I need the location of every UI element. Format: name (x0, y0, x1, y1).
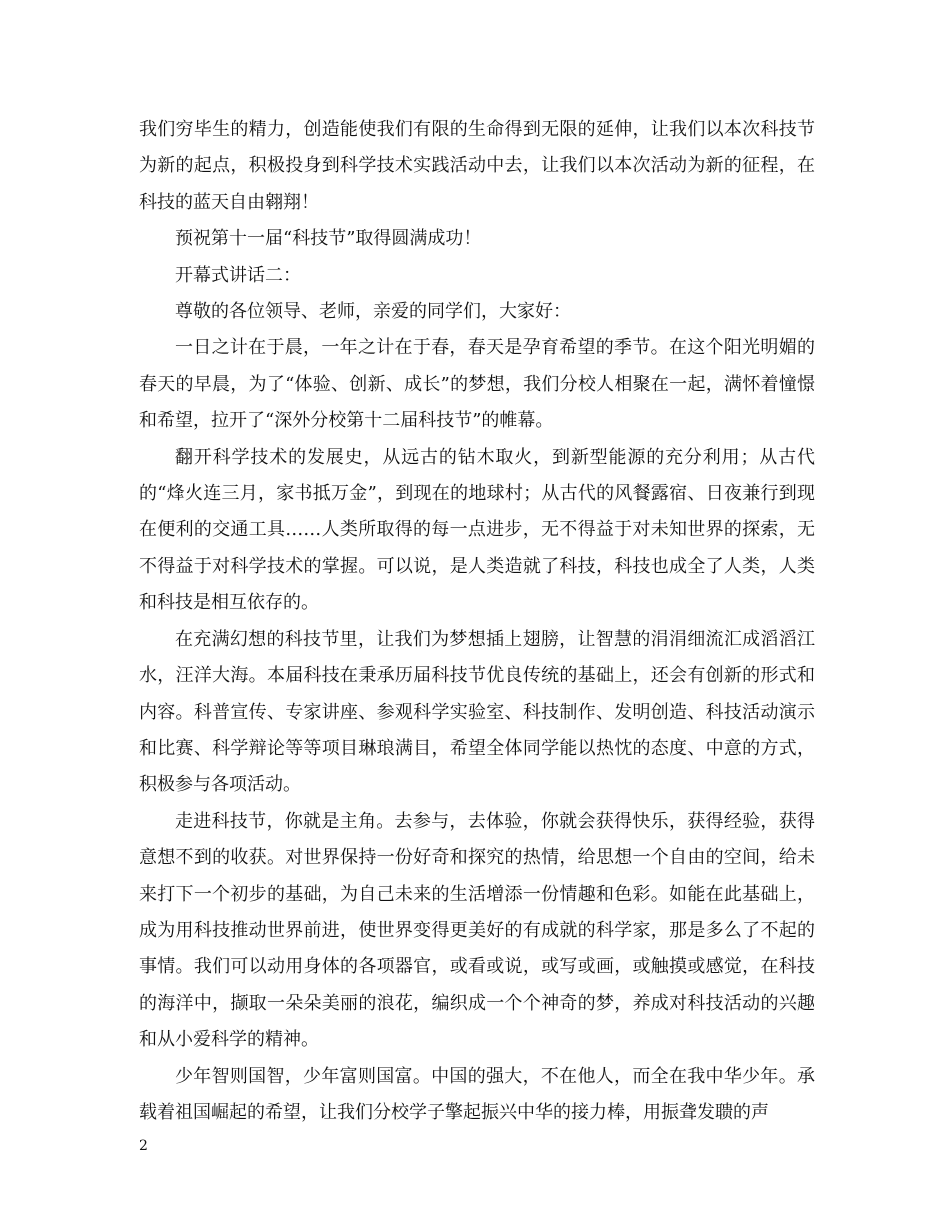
paragraph: 翻开科学技术的发展史，从远古的钻木取火，到新型能源的充分利用；从古代的“烽火连三月，家书抵万金”，到现在的地球村；从古代的风餐露宿、日夜兼行到现在便利的交通工具……人类所取得的每一点进步，无不得益于对未知世界的探索，无不得益于对科学技术的掌握。可以说，是人类造就了科技，科技也成全了人类，人类和科技是相互依存的。 (139, 446, 815, 614)
paragraph: 少年智则国智，少年富则国富。中国的强大，不在他人，而全在我中华少年。承载着祖国崛起的希望，让我们分校学子擎起振兴中华的接力棒，用振聋发聩的声 (139, 1065, 815, 1123)
section-heading: 开幕式讲话二： (175, 264, 301, 286)
paragraph: 我们穷毕生的精力，创造能使我们有限的生命得到无限的延伸，让我们以本次科技节为新的起点，积极投身到科学技术实践活动中去，让我们以本次活动为新的征程，在科技的蓝天自由翱翔！ (139, 119, 815, 213)
paragraph: 一日之计在于晨，一年之计在于春，春天是孕育希望的季节。在这个阳光明媚的春天的早晨，为了“体验、创新、成长”的梦想，我们分校人相聚在一起，满怀着憧憬和希望，拉开了“深外分校第十二届科技节”的帷幕。 (139, 337, 815, 432)
page-number: 2 (139, 1138, 148, 1154)
paragraph: 走进科技节，你就是主角。去参与，去体验，你就会获得快乐，获得经验，获得意想不到的收获。对世界保持一份好奇和探究的热情，给思想一个自由的空间，给未来打下一个初步的基础，为自己未来的生活增添一份情趣和色彩。如能在此基础上，成为用科技推动世界前进，使世界变得更美好的有成就的科学家，那是多么了不起的事情。我们可以动用身体的各项器官，或看或说，或写或画，或触摸或感觉，在科技的海洋中，撷取一朵朵美丽的浪花，编织成一个个神奇的梦，养成对科技活动的兴趣和从小爱科学的精神。 (139, 810, 815, 1051)
paragraph: 预祝第十一届“科技节”取得圆满成功！ (175, 228, 482, 250)
paragraph: 在充满幻想的科技节里，让我们为梦想插上翅膀，让智慧的涓涓细流汇成滔滔江水，汪洋大海。本届科技在秉承历届科技节优良传统的基础上，还会有创新的形式和内容。科普宣传、专家讲座、参观科学实验室、科技制作、发明创造、科技活动演示和比赛、科学辩论等等项目琳琅满目，希望全体同学能以热忱的态度、中意的方式，积极参与各项活动。 (139, 628, 815, 796)
document-body (139, 112, 815, 1131)
salutation: 尊敬的各位领导、老师，亲爱的同学们，大家好： (175, 301, 571, 323)
